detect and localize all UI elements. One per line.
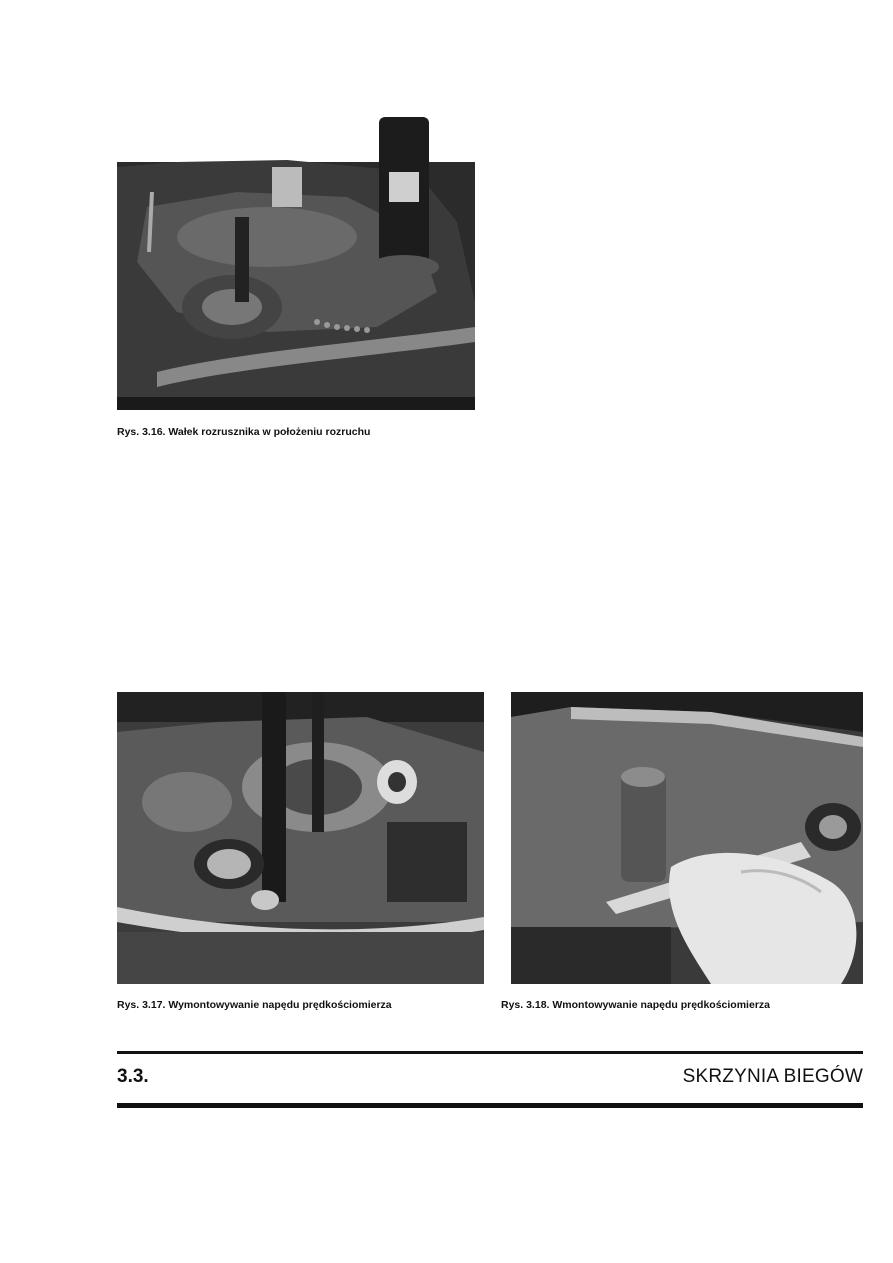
section-top-rule [117, 1051, 863, 1054]
figure-3-16-caption: Rys. 3.16. Wałek rozrusznika w położeniu rozruchu [117, 426, 371, 438]
figure-3-17-caption: Rys. 3.17. Wymontowywanie napędu prędkościomierza [117, 999, 392, 1011]
figure-3-18-caption: Rys. 3.18. Wmontowywanie napędu prędkościomierza [501, 999, 770, 1011]
figure-3-16-photo [117, 112, 475, 410]
section-bottom-rule [117, 1103, 863, 1108]
section-title: SKRZYNIA BIEGÓW [682, 1066, 863, 1087]
figure-3-17-photo [117, 692, 484, 984]
figure-3-18-photo [511, 692, 863, 984]
section-number: 3.3. [117, 1066, 149, 1087]
